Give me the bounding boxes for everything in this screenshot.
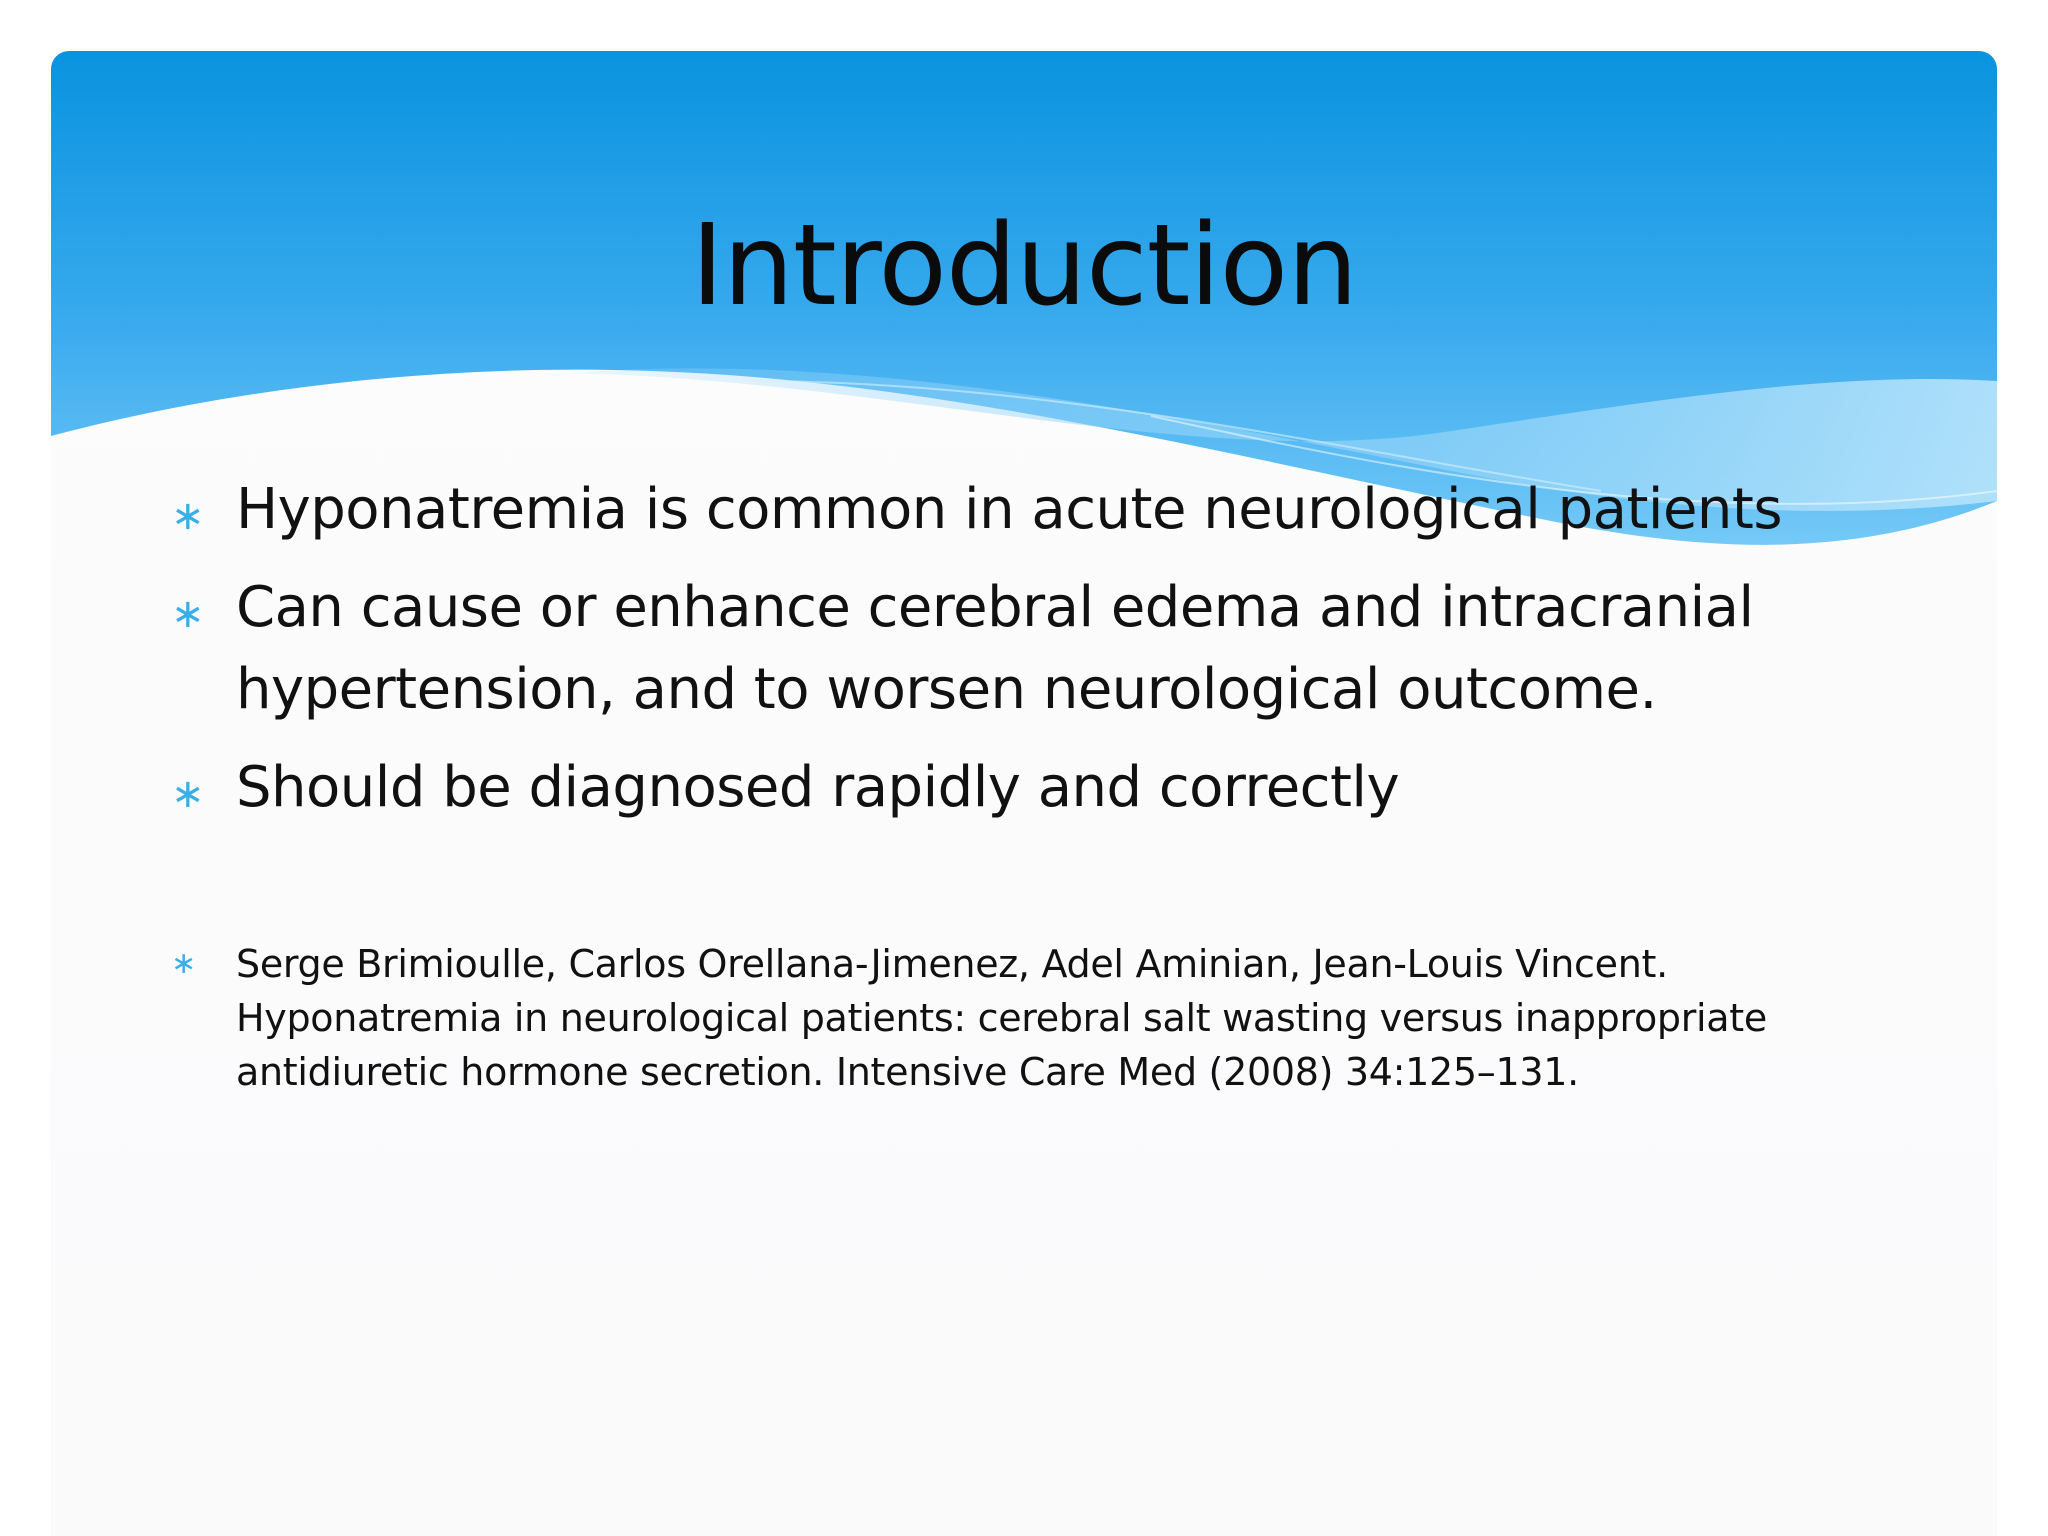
bullet-text: Can cause or enhance cerebral edema and intracranial hypertension, and to worsen neurological outcome. (236, 575, 1754, 722)
asterisk-icon: ∗ (171, 771, 205, 817)
bullet-list (121, 469, 1881, 1099)
reference-text: Serge Brimioulle, Carlos Orellana-Jimenez, Adel Aminian, Jean-Louis Vincent. Hyponatremia in neurological patients: cerebral salt wasting versus inappropriate antidiuretic hormone secretion. Intensive Care Med (2008) 34:125–131. (236, 942, 1767, 1094)
bullet-item (121, 747, 1881, 829)
bullet-text: Hyponatremia is common in acute neurological patients (236, 477, 1783, 542)
asterisk-icon: ∗ (171, 946, 196, 981)
bullet-item (121, 567, 1881, 731)
bullet-text: Should be diagnosed rapidly and correctly (236, 755, 1400, 820)
slide-title: Introduction (690, 201, 1358, 331)
bullet-item (121, 469, 1881, 551)
asterisk-icon: ∗ (171, 591, 205, 637)
reference-item (121, 937, 1881, 1099)
slide (51, 51, 1997, 1536)
asterisk-icon: ∗ (171, 493, 205, 539)
